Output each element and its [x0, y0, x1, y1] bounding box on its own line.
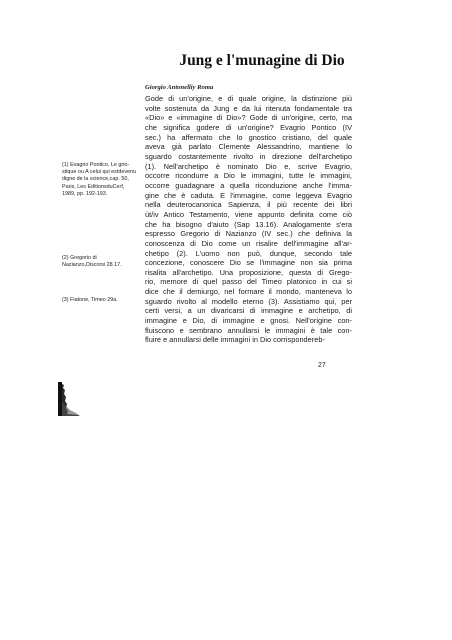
body-line: volte sostenuta da Jung e da lui ritenuta fondamentale tra	[145, 103, 352, 113]
body-line: concezione, conoscere Dio se l'immagine non sia prima	[145, 258, 352, 268]
footnote-3	[62, 297, 138, 304]
footnote-line: devenu digne de la science,	[62, 169, 137, 183]
body-line: chetipo (2). L'uomo non può, dunque, secondo tale	[145, 248, 352, 258]
body-line: conoscenza di Dio come un risalire dell'immagine all'ar-	[145, 238, 352, 248]
body-line: gine che è caduta. E l'immagine, come leggeva Evagrio	[145, 190, 352, 200]
footnote-line: Discorsi 28.17.	[85, 262, 122, 269]
footnote-line: (1) Evagrio Pontico, Le gno-	[62, 162, 130, 168]
body-line: sguardo costantemente rivolto in direzione dell'archetipo	[145, 151, 352, 161]
body-line: nella deuterocanonica Sapienza, il più recente dei libri	[145, 200, 352, 210]
body-line: dice che il demiurgo, nel formare il mondo, manteneva lo	[145, 287, 352, 297]
body-line: sguardo rivolto al modello eterno (3). Assistiamo qui, per	[145, 296, 352, 306]
body-line: espresso Gregorio di Nazianzo (IV sec.) che definiva la	[145, 229, 352, 239]
body-line: rio, memore di quel passo del Timeo platonico in cui si	[145, 277, 352, 287]
footnote-line: stique ou A celui qui est	[62, 169, 119, 176]
body-line: fluire e annullarsi delle immagini in Dio corrispondereb-	[145, 335, 325, 345]
body-line: occorre ricondurre a Dio le immagini, tutte le immagini,	[145, 171, 352, 181]
body-line: aveva già parlato Clemente Alessandrino, mantiene lo	[145, 142, 352, 152]
body-text	[145, 94, 352, 345]
footnote-line: duCerf, 1989, pp. 192-193.	[62, 183, 125, 197]
body-line: Gode di un'origine, e di quale origine, la distinzione più	[145, 94, 352, 103]
margin-scan-mark	[58, 382, 80, 416]
body-line: risalita all'archetipo. Una proposizione, questa di Grego-	[145, 267, 352, 277]
footnote-line: (3) Fiatone, Timeo 29a.	[62, 297, 118, 303]
body-line: occorre guadagnare a quella riconduzione anche l'imma-	[145, 180, 352, 190]
footnote-line: (2) Gregorio di Nazianzo,	[62, 255, 97, 269]
footnote-line: cap. 50, Paris, Les Editions	[62, 176, 129, 190]
body-line: che ha bisogno d'aiuto (Sap 13.16). Analogamente s'era	[145, 219, 352, 229]
body-line: fluiscono e sembrano annullarsi le immagini è tale con-	[145, 325, 352, 335]
body-line: certi versi, a un divaricarsi di immagine e archetipo, di	[145, 306, 352, 316]
body-line: (1). Nell'archetipo è nominato Dio e, scrive Evagrio,	[145, 161, 352, 171]
footnote-1	[62, 162, 138, 198]
body-line: ùt/iv Antico Testamento, viene appunto definita come ciò	[145, 209, 352, 219]
body-line: sec.) ha affermato che lo gnostico cristiano, del quale	[145, 132, 352, 142]
article-author: Giorgio Antonelliy Roma	[145, 84, 214, 91]
page-number: 27	[318, 362, 326, 369]
body-line: immagine e Dio, di immagine e gnosi. Nell'origine con-	[145, 316, 352, 326]
footnote-2	[62, 255, 138, 269]
article-title: Jung e l'munagine di Dio	[179, 52, 345, 69]
body-line: «Dio» e «immagine di Dio»? Gode di un'origine, certo, ma	[145, 113, 352, 123]
body-line: che significa godere di un'origine? Evagrio Pontico (IV	[145, 122, 352, 132]
